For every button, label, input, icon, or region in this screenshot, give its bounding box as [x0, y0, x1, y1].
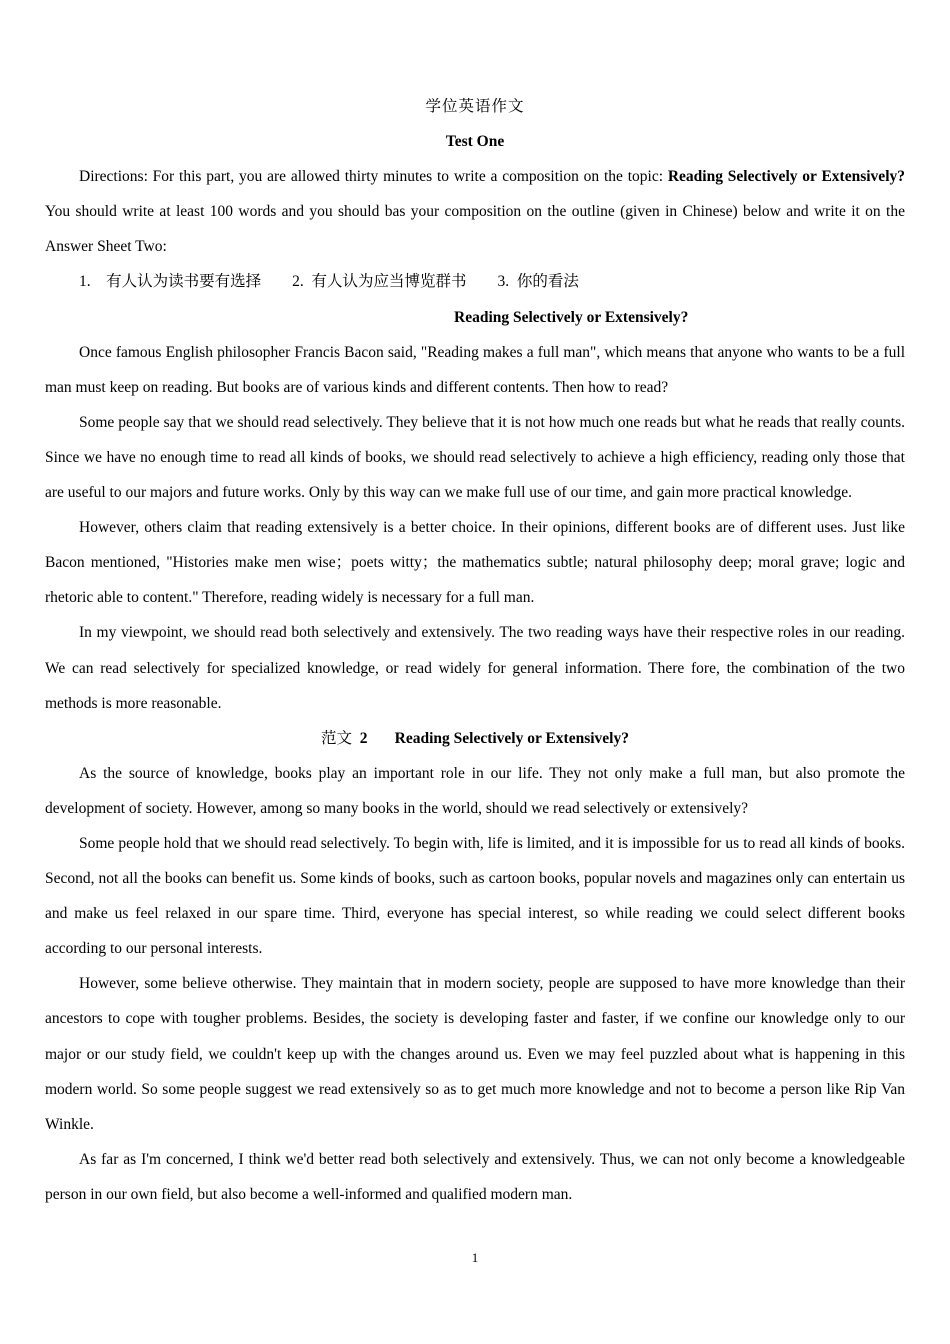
essay2-prefix: 范文 — [321, 729, 353, 747]
essay1-paragraph: Some people say that we should read selectively. They believe that it is not how much one reads but what he reads that really counts. Since we have no enough time to read all kinds of books, we should read selectively to achieve a high efficiency, reading only those that are useful to our majors and future works. Only by this way can we make full use of our time, and gain more practical knowledge. — [45, 413, 905, 502]
page-number: 1 — [471, 1250, 479, 1265]
essay1-title: Reading Selectively or Extensively? — [454, 308, 689, 326]
document-page — [45, 89, 905, 1212]
outline-list — [45, 264, 905, 299]
directions-paragraph — [45, 159, 905, 264]
essay2-paragraph: As the source of knowledge, books play an important role in our life. They not only make a full man, but also promote the development of society. However, among so many books in the world, should we read selectively or extensively? — [45, 764, 905, 817]
essay2-number: 2 — [359, 729, 368, 747]
essay2-paragraph: However, some believe otherwise. They maintain that in modern society, people are supposed to have more knowledge than their ancestors to cope with tougher problems. Besides, the society is developing faster and faster, if we confine our knowledge only to our major or our study field, we couldn't keep up with the changes around us. Even we may feel puzzled about what is happening in this modern world. So some people suggest we read extensively so as to get much more knowledge and not to become a person like Rip Van Winkle. — [45, 975, 905, 1133]
essay2-paragraph: Some people hold that we should read selectively. To begin with, life is limited, and it is impossible for us to read all kinds of books. Second, not all the books can benefit us. Some kinds of books, such as cartoon books, popular novels and magazines only can entertain us and make us feel relaxed in our spare time. Third, everyone has special interest, so while reading we could select different books according to our personal interests. — [45, 834, 905, 958]
directions-topic: Reading Selectively or Extensively? — [667, 168, 905, 186]
essay2-paragraph: As far as I'm concerned, I think we'd better read both selectively and extensively. Thus, we can not only become a knowledgeable person in our own field, but also become a well-informed and qualified modern man. — [45, 1150, 905, 1203]
essay1-paragraph: Once famous English philosopher Francis Bacon said, "Reading makes a full man", which means that anyone who wants to be a full man must keep on reading. But books are of various kinds and different contents. Then how to read? — [45, 343, 905, 396]
test-title: Test One — [445, 133, 505, 151]
essay2-heading — [45, 721, 905, 756]
outline-item-2: 2. 有人认为应当博览群书 — [292, 273, 467, 291]
essay2-title: Reading Selectively or Extensively? — [394, 729, 629, 747]
directions-text-2: You should write at least 100 words and you should bas your composition on the outline (given in Chinese) below and write it on the Answer Sheet Two: — [45, 203, 905, 256]
essay1-paragraph: However, others claim that reading extensively is a better choice. In their opinions, different books are of different uses. Just like Bacon mentioned, "Histories make men wise；poets witty；the mathematics subtle; natural philosophy deep; moral grave; logic and rhetoric able to content." Therefore, reading widely is necessary for a full man. — [45, 519, 905, 607]
essay1-paragraph: In my viewpoint, we should read both selectively and extensively. The two reading ways have their respective roles in our reading. We can read selectively for specialized knowledge, or read widely for general information. There fore, the combination of the two methods is more reasonable. — [45, 624, 905, 712]
header-title: 学位英语作文 — [425, 98, 525, 115]
directions-text: Directions: For this part, you are allowed thirty minutes to write a composition on the topic: — [79, 168, 668, 186]
outline-item-1: 1. 有人认为读书要有选择 — [79, 273, 262, 291]
outline-item-3: 3. 你的看法 — [497, 273, 579, 291]
